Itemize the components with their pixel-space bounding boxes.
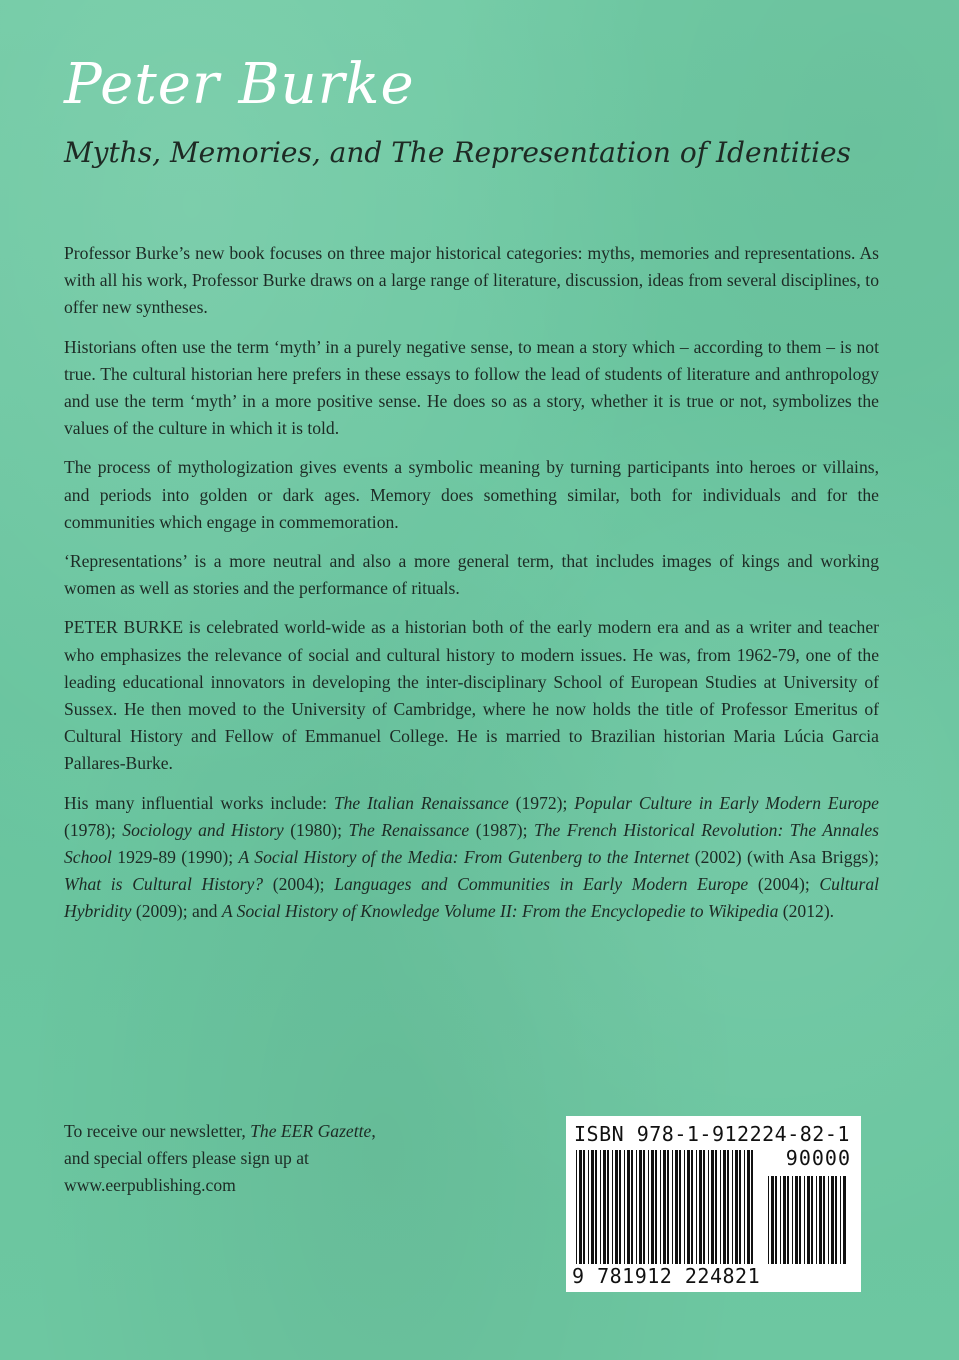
- gazette-title: The EER Gazette: [250, 1121, 372, 1141]
- work-title: The French Historical Revolution: The Annales School: [64, 819, 879, 868]
- work-title: The Renaissance: [348, 819, 470, 840]
- works-list: [64, 790, 879, 926]
- work-year: 1929-89 (1990);: [111, 847, 239, 868]
- blurb-paragraph-4: ‘Representations’ is a more neutral and also a more general term, that includes images of kings and working women as well as stories and the performance of rituals.: [64, 551, 879, 599]
- work-title: A Social History of the Media: From Gutenberg to the Internet: [238, 847, 690, 868]
- work-year: (2004);: [263, 874, 335, 895]
- newsletter-line-2: and special offers please sign up at: [64, 1148, 309, 1168]
- barcode-box: [566, 1116, 861, 1292]
- work-year: (1980);: [283, 819, 349, 840]
- work-title: A Social History of Knowledge Volume II: From the Encyclopedie to Wikipedia: [221, 901, 779, 922]
- work-year: (1972);: [508, 792, 575, 813]
- price-code: 90000: [785, 1146, 851, 1170]
- barcode-digits: 9 781912 224821: [572, 1264, 761, 1288]
- work-title: Cultural Hybridity: [64, 874, 880, 922]
- work-title: Languages and Communities in Early Modern Europe: [334, 874, 749, 895]
- work-title: Popular Culture in Early Modern Europe: [574, 792, 879, 813]
- author-name: Peter Burke: [64, 52, 415, 117]
- works-intro: His many influential works include:: [64, 792, 334, 813]
- newsletter-notice: [64, 1118, 484, 1199]
- blurb: [64, 240, 879, 938]
- work-year: (2012).: [778, 901, 835, 922]
- isbn-label: ISBN 978-1-912224-82-1: [574, 1122, 850, 1146]
- work-title: Sociology and History: [122, 819, 284, 840]
- work-year: (1978);: [64, 819, 123, 840]
- newsletter-line-1: To receive our newsletter, The EER Gazette,: [64, 1121, 376, 1141]
- publisher-url[interactable]: www.eerpublishing.com: [64, 1175, 236, 1195]
- blurb-paragraph-1: Professor Burke’s new book focuses on three major historical categories: myths, memories and representations. As with all his work, Professor Burke draws on a large range of literature, discussion, ideas from several disciplines, to offer new syntheses.: [64, 243, 879, 318]
- work-year: (2004);: [748, 874, 820, 895]
- work-year: (1987);: [469, 819, 534, 840]
- blurb-paragraph-3: The process of mythologization gives events a symbolic meaning by turning participants into heroes or villains, and periods into golden or dark ages. Memory does something similar, both for individuals and for the communities which engage in commemoration.: [64, 457, 879, 532]
- blurb-paragraph-2: Historians often use the term ‘myth’ in a purely negative sense, to mean a story which – according to them – is not true. The cultural historian here prefers in these essays to follow the lead of students of literature and anthropology and use the term ‘myth’ in a more positive sense. He does so as a story, whether it is true or not, symbolizes the values of the culture in which it is told.: [64, 336, 879, 439]
- work-year: (2002) (with Asa Briggs);: [689, 847, 879, 868]
- book-subtitle: Myths, Memories, and The Representation of Identities: [64, 136, 851, 169]
- work-title: What is Cultural History?: [64, 874, 264, 895]
- author-bio: PETER BURKE is celebrated world-wide as a historian both of the early modern era and as a writer and teacher who emphasizes the relevance of social and cultural history to modern issues. He was, from 1962-79, one of the leading educational innovators in developing the inter-disciplinary School of European Studies at University of Sussex. He then moved to the University of Cambridge, where he now holds the title of Professor Emeritus of Cultural History and Fellow of Emmanuel College. He is married to Brazilian historian Maria Lúcia Garcia Pallares-Burke.: [64, 617, 879, 774]
- work-year: (2009); and: [131, 901, 222, 922]
- work-title: The Italian Renaissance: [333, 792, 509, 813]
